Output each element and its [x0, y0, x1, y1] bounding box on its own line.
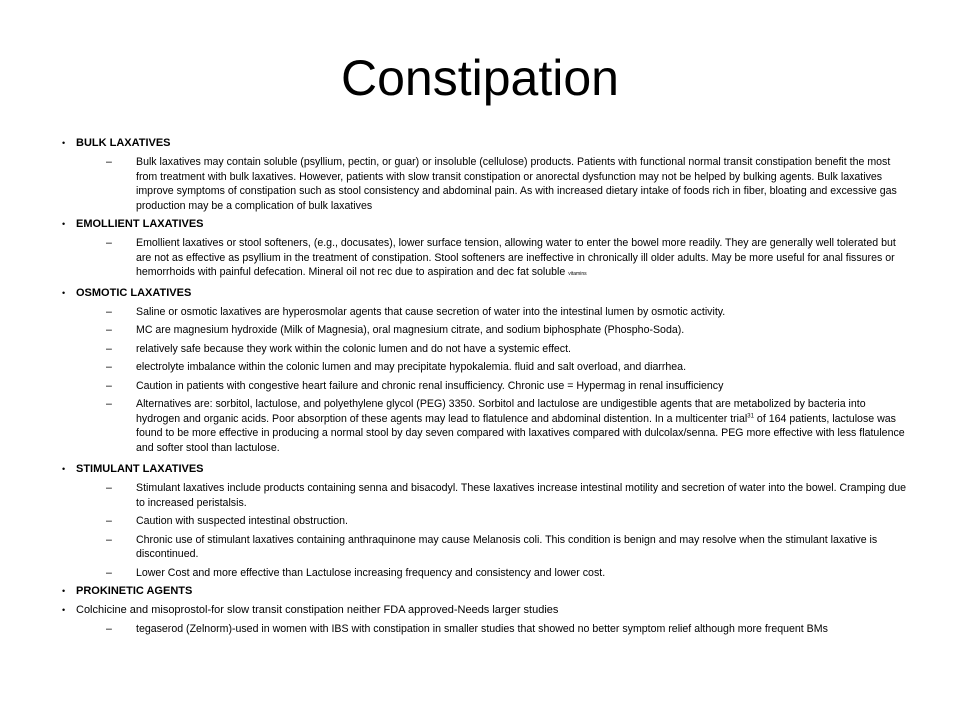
bullet-bulk-laxatives [62, 136, 908, 150]
sub-bullet [106, 236, 908, 282]
dash-icon: – [106, 379, 112, 392]
bullet-icon: • [62, 287, 66, 298]
sub-bullet-text [136, 236, 908, 282]
sub-bullet [106, 360, 908, 375]
sub-bullet-text: tegaserod (Zelnorm)-used in women with IBS with constipation in smaller studies that showed no better symptom relief although more frequent BMs [136, 623, 828, 635]
bullet-emollient-laxatives [62, 217, 908, 231]
sub-bullet-main-text: Emollient laxatives or stool softeners, (e.g., docusates), lower surface tension, allowing water to enter the bowel more readily. They are generally well tolerated but are not as effective as psyllium in the treatment of constipation. Stool softeners are ineffective in chronically ill older adults. May be more useful for anal fissures or hemorrhoids with painful defecation. Mineral oil not rec due to aspiration and dec fat soluble [136, 237, 896, 278]
sub-bullet-text-part: of 164 patients, lactulose was found to be more effective in producing a normal stool by day seven compared with laxatives compared with dulcolax/senna. PEG more effective with less flatulence and softer stool than lactulose. [136, 412, 905, 454]
sub-bullet [106, 379, 908, 394]
sub-bullet-text: relatively safe because they work within the colonic lumen and do not have a systemic effect. [136, 342, 571, 355]
dash-icon: – [106, 237, 112, 249]
dash-icon: – [106, 342, 112, 355]
bullet-osmotic-laxatives [62, 286, 908, 300]
dash-icon: – [106, 515, 112, 527]
sub-bullet-text: Stimulant laxatives include products containing senna and bisacodyl. These laxatives increase intestinal motility and secretion of water into the bowel. Cramping due to increased peristalsis. [136, 482, 907, 509]
dash-icon: – [106, 305, 112, 318]
bullet-colchicine [62, 603, 908, 617]
bullet-icon: • [62, 586, 66, 596]
sub-bullet [106, 397, 908, 455]
reference-superscript: 31 [747, 412, 754, 419]
section-heading: OSMOTIC LAXATIVES [76, 286, 192, 299]
bullet-text: Colchicine and misoprostol-for slow transit constipation neither FDA approved-Needs larger studies [76, 604, 559, 616]
dash-icon: – [106, 533, 112, 546]
dash-icon: – [106, 623, 112, 635]
sub-bullet-text [136, 397, 908, 455]
sub-bullet [106, 342, 908, 357]
section-heading: EMOLLIENT LAXATIVES [76, 218, 204, 230]
sub-bullet-text: electrolyte imbalance within the colonic lumen and may precipitate hypokalemia. fluid and salt overload, and diarrhea. [136, 361, 687, 373]
slide-content [62, 136, 908, 641]
dash-icon: – [106, 398, 112, 410]
bullet-icon: • [62, 138, 66, 148]
section-heading: STIMULANT LAXATIVES [76, 463, 204, 475]
sub-bullet [106, 622, 908, 637]
sub-bullet [106, 514, 908, 529]
bullet-prokinetic-agents [62, 584, 908, 598]
sub-bullet [106, 481, 908, 510]
sub-bullet-text-part: Alternatives are: sorbitol, lactulose, and polyethylene glycol (PEG) 3350. Sorbitol and lactulose are undigestible agents that are metabolized by bacteria into hydrogen and organic acids. Poor absorption of these agents may lead to flatulence and abdominal distention. In a multicenter trial [136, 398, 866, 425]
sub-bullet-text: Bulk laxatives may contain soluble (psyllium, pectin, or guar) or insoluble (cellulose) products. Patients with functional normal transit constipation benefit the most from treatment with bulk laxatives. However, patients with slow transit constipation or anorectal dysfunction may not be helped by bulking agents. Bulk laxatives improve symptoms of constipation such as stool consistency and abdominal pain. As with increased dietary intake of foods rich in fiber, bloating and excessive gas production may be a complication of bulk laxatives [136, 156, 897, 212]
bullet-icon: • [62, 464, 66, 474]
bullet-stimulant-laxatives [62, 462, 908, 476]
sub-bullet-text: Lower Cost and more effective than Lactulose increasing frequency and consistency and lower cost. [136, 566, 606, 579]
dash-icon: – [106, 324, 112, 336]
sub-bullet-text: Chronic use of stimulant laxatives containing anthraquinone may cause Melanosis coli. This condition is benign and may resolve when the stimulant laxative is discontinued. [136, 533, 878, 560]
sub-bullet [106, 323, 908, 338]
bullet-icon: • [62, 605, 66, 615]
tiny-text: vitamins [568, 271, 587, 277]
sub-bullet-text: Caution with suspected intestinal obstruction. [136, 515, 348, 527]
sub-bullet [106, 533, 908, 562]
sub-bullet-text: MC are magnesium hydroxide (Milk of Magnesia), oral magnesium citrate, and sodium biphosphate (Phospho-Soda). [136, 324, 685, 336]
bullet-icon: • [62, 219, 66, 229]
sub-bullet-text: Caution in patients with congestive heart failure and chronic renal insufficiency. Chronic use = Hypermag in renal insufficiency [136, 379, 724, 392]
section-heading: BULK LAXATIVES [76, 137, 171, 149]
dash-icon: – [106, 361, 112, 373]
slide-title: Constipation [341, 50, 619, 106]
sub-bullet [106, 566, 908, 581]
dash-icon: – [106, 566, 112, 579]
sub-bullet [106, 155, 908, 213]
dash-icon: – [106, 156, 112, 168]
sub-bullet [106, 305, 908, 320]
sub-bullet-text: Saline or osmotic laxatives are hyperosmolar agents that cause secretion of water into the intestinal lumen by osmotic activity. [136, 305, 726, 318]
section-heading: PROKINETIC AGENTS [76, 585, 193, 597]
dash-icon: – [106, 482, 112, 494]
